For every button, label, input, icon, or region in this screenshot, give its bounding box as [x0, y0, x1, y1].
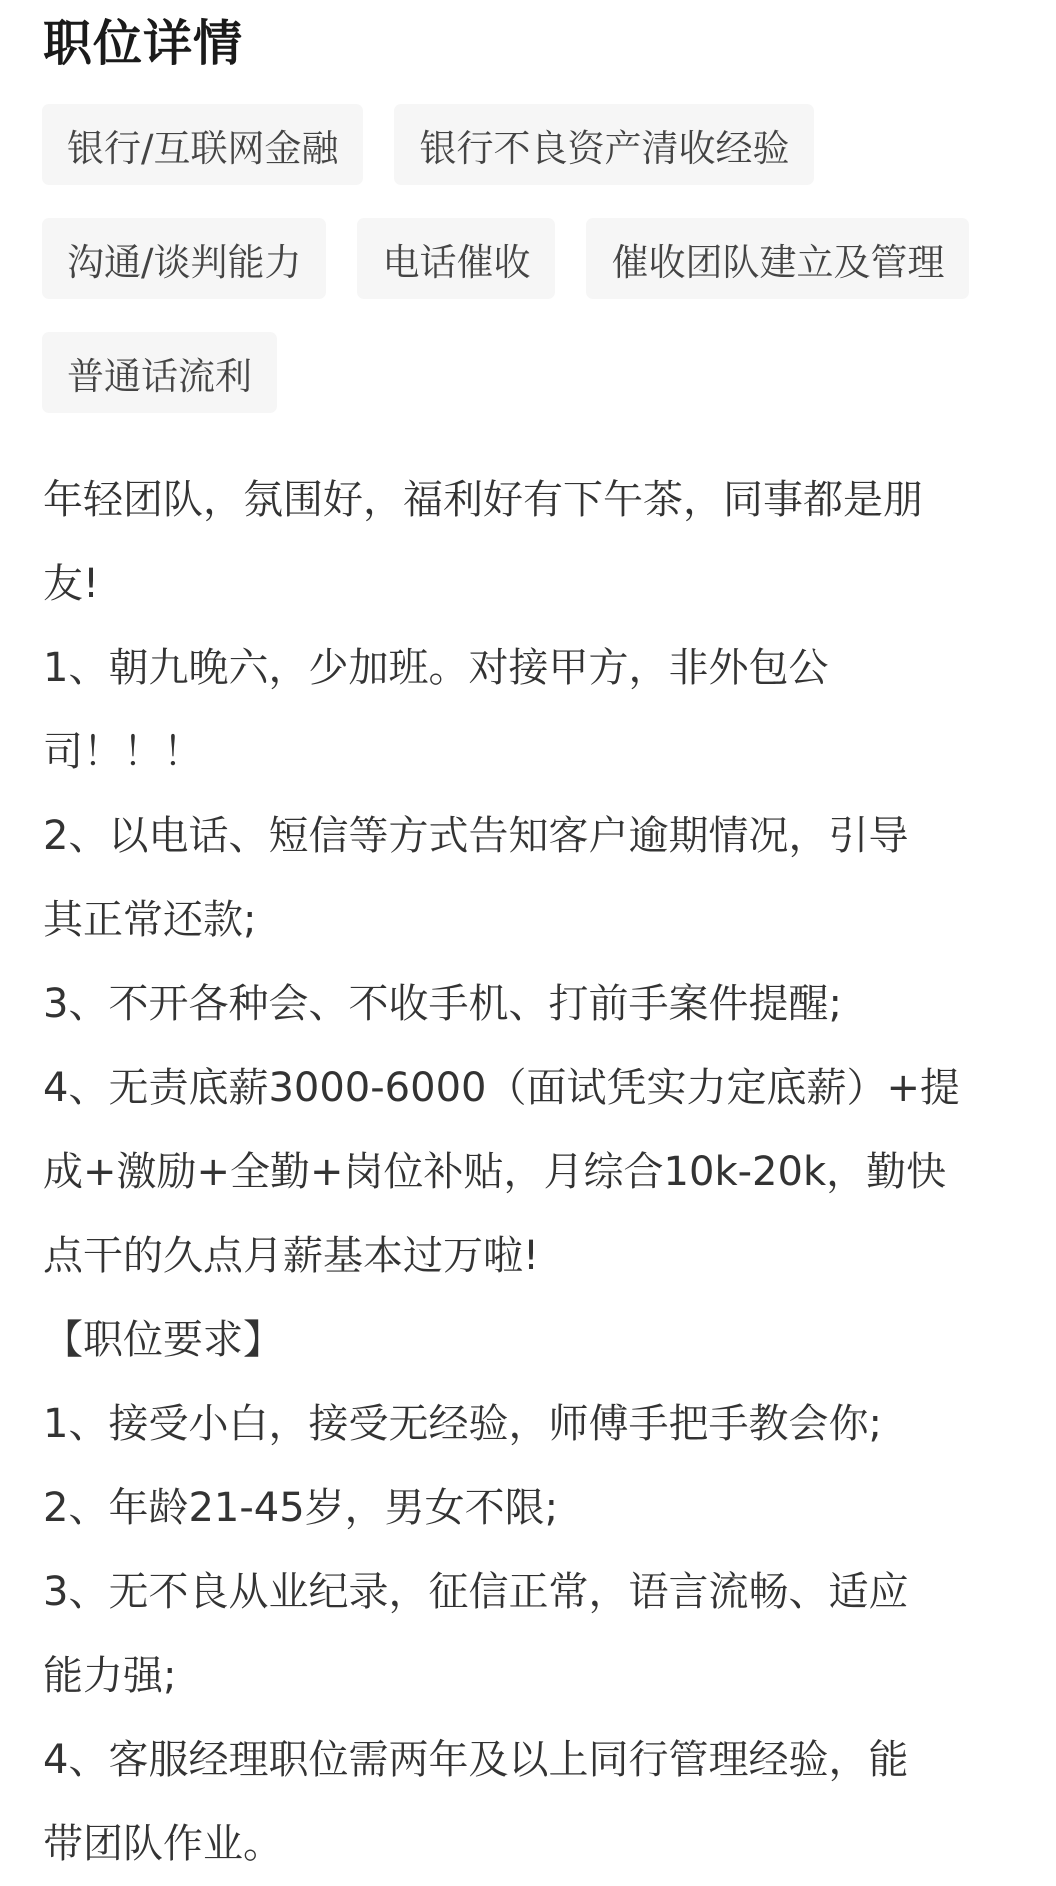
description-line: 3、无不良从业纪录，征信正常，语言流畅、适应	[43, 1569, 909, 1615]
tag-row	[42, 218, 1022, 299]
page-title: 职位详情	[43, 15, 244, 72]
skill-tag[interactable]: 银行/互联网金融	[42, 104, 363, 185]
description-line: 3、不开各种会、不收手机、打前手案件提醒;	[43, 981, 842, 1027]
skill-tag[interactable]: 催收团队建立及管理	[586, 218, 969, 299]
requirements-heading: 【职位要求】	[43, 1317, 283, 1363]
skill-tag[interactable]: 普通话流利	[42, 332, 277, 413]
job-description	[43, 458, 1013, 1886]
description-line: 其正常还款;	[43, 897, 257, 943]
description-line: 点干的久点月薪基本过万啦!	[43, 1233, 540, 1279]
description-line: 4、客服经理职位需两年及以上同行管理经验，能	[43, 1737, 909, 1783]
description-line: 2、以电话、短信等方式告知客户逾期情况，引导	[43, 813, 909, 859]
description-line: 友!	[43, 561, 100, 607]
skill-tags	[42, 104, 1022, 446]
description-line: 能力强;	[43, 1653, 177, 1699]
tag-row	[42, 332, 1022, 413]
description-line: 成+激励+全勤+岗位补贴，月综合10k-20k，勤快	[43, 1149, 947, 1195]
tag-row	[42, 104, 1022, 185]
skill-tag[interactable]: 电话催收	[357, 218, 555, 299]
description-line: 司！！！	[43, 729, 203, 775]
description-line: 4、无责底薪3000-6000（面试凭实力定底薪）+提	[43, 1065, 960, 1111]
skill-tag[interactable]: 沟通/谈判能力	[42, 218, 326, 299]
description-line: 年轻团队，氛围好，福利好有下午茶，同事都是朋	[43, 477, 923, 523]
description-line: 2、年龄21-45岁，男女不限;	[43, 1485, 559, 1531]
description-line: 带团队作业。	[43, 1821, 283, 1867]
skill-tag[interactable]: 银行不良资产清收经验	[394, 104, 814, 185]
description-line: 1、朝九晚六，少加班。对接甲方，非外包公	[43, 645, 829, 691]
description-line: 1、接受小白，接受无经验，师傅手把手教会你;	[43, 1401, 882, 1447]
